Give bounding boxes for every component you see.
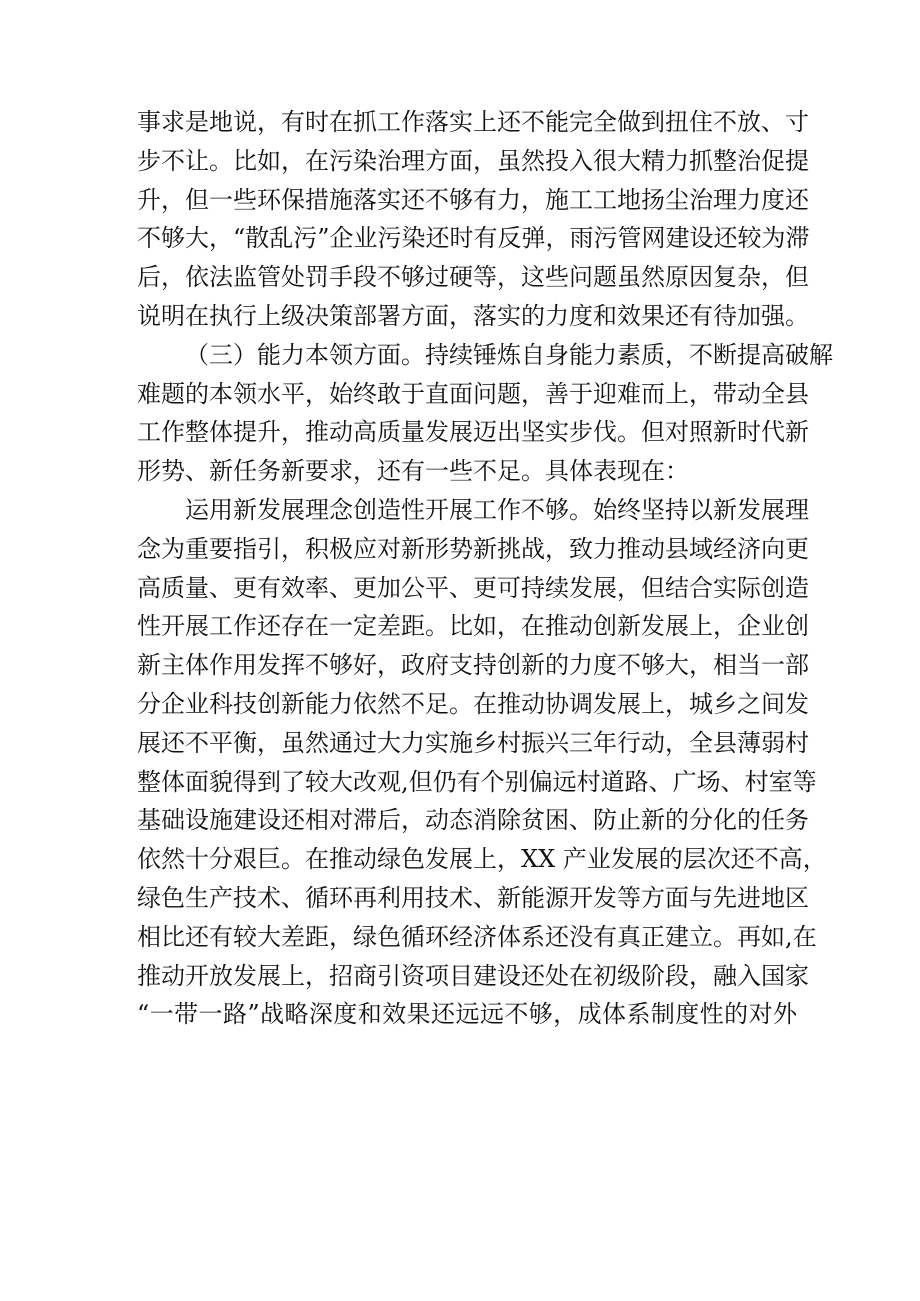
text-line: 升，但一些环保措施落实还不够有力，施工工地扬尘治理力度还 xyxy=(137,185,809,214)
text-line: 整体面貌得到了较大改观,但仍有个别偏远村道路、广场、村室等 xyxy=(137,767,817,796)
text-line: 性开展工作还存在一定差距。比如，在推动创新发展上，企业创 xyxy=(137,612,809,641)
text-line: 推动开放发展上，招商引资项目建设还处在初级阶段，融入国家 xyxy=(137,961,809,990)
text-line: 高质量、更有效率、更加公平、更可持续发展，但结合实际创造 xyxy=(137,573,809,602)
text-line: 难题的本领水平，始终敢于直面问题，善于迎难而上，带动全县 xyxy=(137,379,809,408)
text-line: 说明在执行上级决策部署方面，落实的力度和效果还有待加强。 xyxy=(137,301,809,330)
text-line: 分企业科技创新能力依然不足。在推动协调发展上，城乡之间发 xyxy=(137,689,809,718)
text-line: “一带一路”战略深度和效果还远远不够，成体系制度性的对外 xyxy=(137,1000,797,1029)
text-line: 相比还有较大差距，绿色循环经济体系还没有真正建立。再如,在 xyxy=(137,922,817,951)
body-text xyxy=(137,103,833,1034)
text-line: 绿色生产技术、循环再利用技术、新能源开发等方面与先进地区 xyxy=(137,883,809,912)
paragraph-start-line: 运用新发展理念创造性开展工作不够。始终坚持以新发展理 xyxy=(185,495,809,524)
section-heading-line: （三）能力本领方面。持续锤炼自身能力素质，不断提高破解 xyxy=(185,340,833,369)
text-line: 基础设施建设还相对滞后，动态消除贫困、防止新的分化的任务 xyxy=(137,806,809,835)
text-line: 事求是地说，有时在抓工作落实上还不能完全做到扭住不放、寸 xyxy=(137,108,809,136)
text-line: 形势、新任务新要求，还有一些不足。具体表现在： xyxy=(137,457,689,486)
text-line: 依然十分艰巨。在推动绿色发展上，XX 产业发展的层次还不高， xyxy=(137,845,827,874)
text-line: 不够大，“散乱污”企业污染还时有反弹，雨污管网建设还较为滞 xyxy=(137,224,810,253)
text-line: 新主体作用发挥不够好，政府支持创新的力度不够大，相当一部 xyxy=(137,651,809,680)
text-line: 工作整体提升，推动高质量发展迈出坚实步伐。但对照新时代新 xyxy=(137,418,809,447)
text-line: 后，依法监管处罚手段不够过硬等，这些问题虽然原因复杂，但 xyxy=(137,263,809,292)
text-line: 念为重要指引，积极应对新形势新挑战，致力推动县域经济向更 xyxy=(137,534,809,563)
text-line: 展还不平衡，虽然通过大力实施乡村振兴三年行动，全县薄弱村 xyxy=(137,728,809,757)
text-line: 步不让。比如，在污染治理方面，虽然投入很大精力抓整治促提 xyxy=(137,146,809,175)
